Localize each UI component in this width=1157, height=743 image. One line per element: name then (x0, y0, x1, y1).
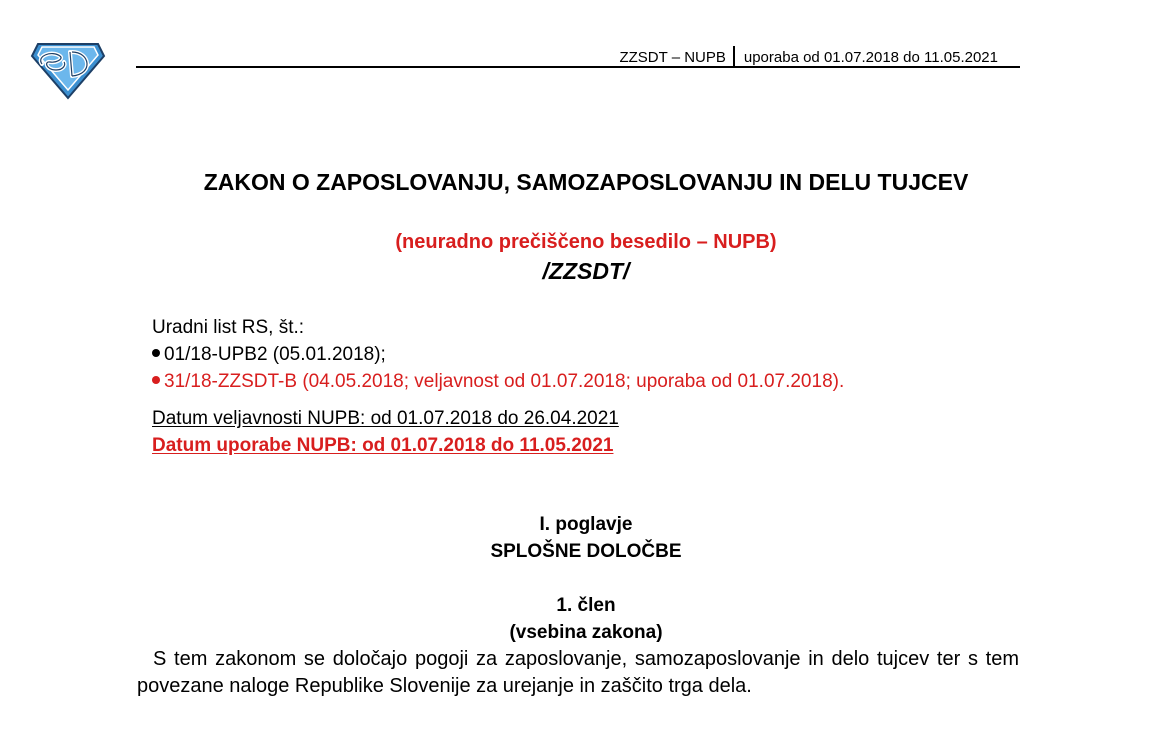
validity-date: Datum veljavnosti NUPB: od 01.07.2018 do 26.04.2021 (152, 408, 619, 429)
gazette-references (152, 314, 844, 395)
sd-diamond-logo-icon (30, 38, 106, 100)
header-separator (733, 46, 735, 66)
header-code: ZZSDT – NUPB (619, 49, 726, 66)
gazette-item-text: 01/18-UPB2 (05.01.2018); (164, 344, 386, 365)
validity-dates (152, 405, 619, 459)
gazette-item-amendment (152, 368, 844, 395)
document-subtitle: (neuradno prečiščeno besedilo – NUPB) (395, 231, 777, 253)
bullet-icon (152, 349, 160, 357)
header-usage: uporaba od 01.07.2018 do 11.05.2021 (743, 49, 998, 66)
usage-date: Datum uporabe NUPB: od 01.07.2018 do 11.05.2021 (152, 435, 614, 456)
article-text: S tem zakonom se določajo pogoji za zaposlovanje, samozaposlovanje in delo tujcev ter s tem povezane naloge Republike Slovenije za urejanje in zaščito trga dela. (137, 648, 1019, 697)
gazette-item-text: 31/18-ZZSDT-B (04.05.2018; veljavnost od 01.07.2018; uporaba od 01.07.2018). (164, 371, 845, 392)
bullet-icon (152, 376, 160, 384)
document-title: ZAKON O ZAPOSLOVANJU, SAMOZAPOSLOVANJU IN DELU TUJCEV (203, 169, 969, 195)
document-abbreviation: /ZZSDT/ (542, 258, 630, 284)
gazette-label: Uradni list RS, št.: (152, 317, 305, 338)
article-number: 1. člen (556, 595, 616, 616)
page-header (136, 42, 1020, 68)
chapter-number: I. poglavje (539, 514, 633, 535)
article-heading: (vsebina zakona) (509, 622, 663, 643)
header-text (619, 46, 998, 66)
gazette-item (152, 341, 844, 368)
chapter-name: SPLOŠNE DOLOČBE (490, 541, 682, 562)
